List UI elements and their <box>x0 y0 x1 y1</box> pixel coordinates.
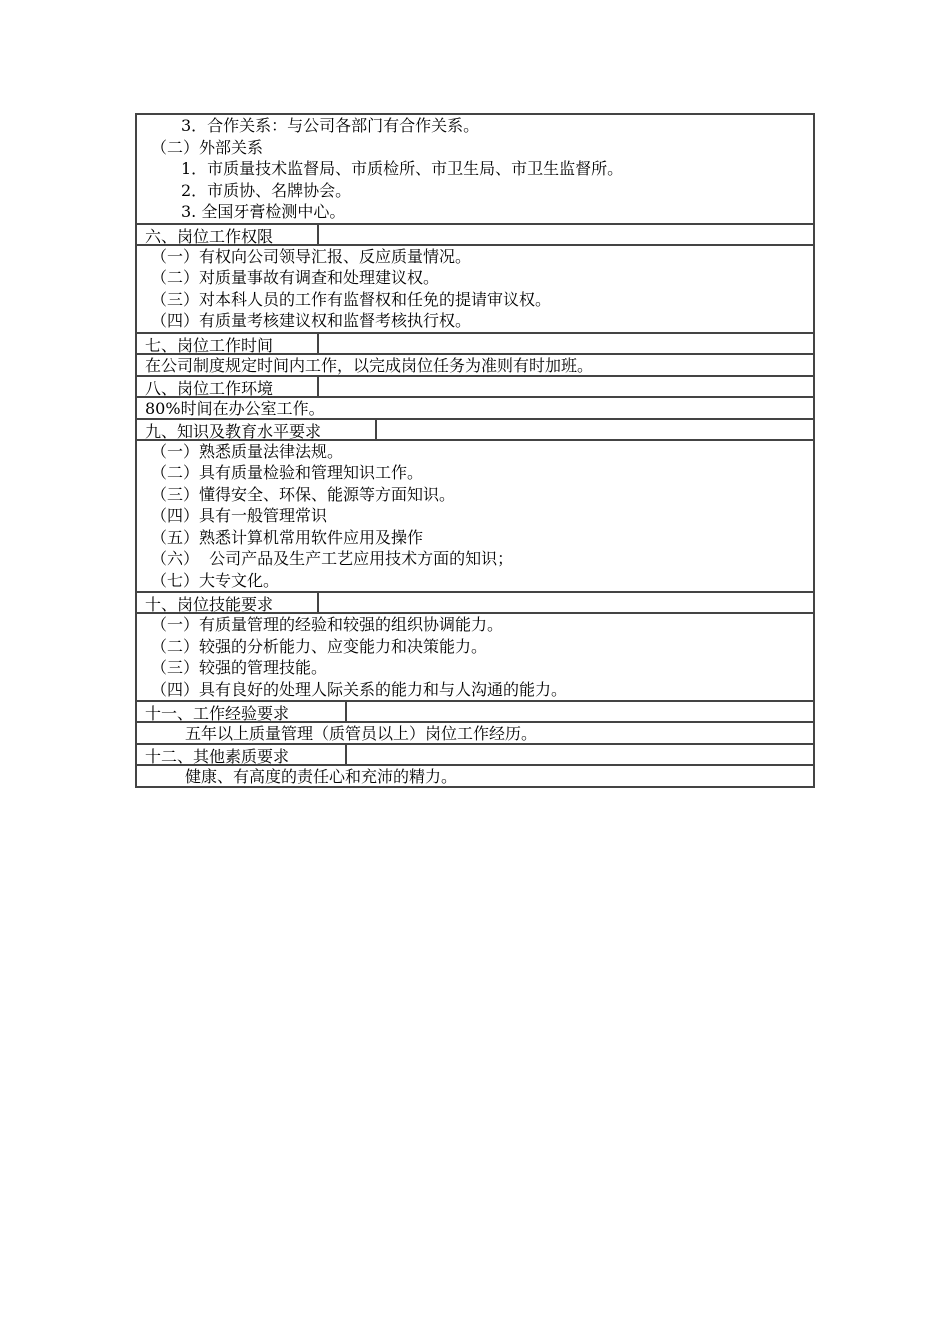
external-relation-item: 2．市质协、名牌协会。 <box>181 180 352 200</box>
external-relations-heading: （二）外部关系 <box>151 137 264 157</box>
section-12-header <box>135 743 815 766</box>
list-item: 80%时间在办公室工作。 <box>145 398 325 418</box>
section-9-body <box>135 439 815 594</box>
section-12-body <box>135 764 815 788</box>
list-item: （三）较强的管理技能。 <box>151 658 328 677</box>
section-10-header <box>135 591 815 614</box>
section-8-body <box>135 396 815 420</box>
section-10-title: 十、岗位技能要求 <box>137 593 319 612</box>
section-11-body <box>135 721 815 745</box>
external-relation-item: 1．市质量技术监督局、市质检所、市卫生局、市卫生监督所。 <box>181 159 624 178</box>
internal-cooperation-line: 3．合作关系：与公司各部门有合作关系。 <box>181 116 480 135</box>
section-9-title: 九、知识及教育水平要求 <box>137 420 377 439</box>
section-6-body <box>135 244 815 334</box>
list-item: （三）对本科人员的工作有监督权和任免的提请审议权。 <box>151 289 552 309</box>
list-item: （四）具有一般管理常识 <box>151 506 328 525</box>
section-11-header <box>135 700 815 723</box>
list-item: （一）熟悉质量法律法规。 <box>151 441 344 461</box>
section-7-body <box>135 353 815 377</box>
section-7-title: 七、岗位工作时间 <box>137 334 319 353</box>
list-item: （四）有质量考核建议权和监督考核执行权。 <box>151 311 472 330</box>
job-description-document <box>135 115 815 788</box>
list-item: （一）有质量管理的经验和较强的组织协调能力。 <box>151 615 504 634</box>
section-8-header <box>135 375 815 398</box>
list-item: （一）有权向公司领导汇报、反应质量情况。 <box>151 246 472 266</box>
relations-box <box>135 113 815 225</box>
section-9-header <box>135 418 815 441</box>
section-12-title: 十二、其他素质要求 <box>137 745 347 764</box>
section-6-title: 六、岗位工作权限 <box>137 225 319 244</box>
list-item: （三）懂得安全、环保、能源等方面知识。 <box>151 484 456 504</box>
list-item: （七）大专文化。 <box>151 570 280 590</box>
section-11-title: 十一、工作经验要求 <box>137 702 347 721</box>
section-6-header <box>135 223 815 246</box>
list-item: （二）具有质量检验和管理知识工作。 <box>151 463 424 482</box>
list-item: 五年以上质量管理（质管员以上）岗位工作经历。 <box>185 724 538 743</box>
section-8-title: 八、岗位工作环境 <box>137 377 319 396</box>
list-item: 在公司制度规定时间内工作，以完成岗位任务为准则有时加班。 <box>145 355 594 375</box>
list-item: （二）对质量事故有调查和处理建议权。 <box>151 268 440 287</box>
list-item: （四）具有良好的处理人际关系的能力和与人沟通的能力。 <box>151 679 568 699</box>
external-relation-item: 3. 全国牙膏检测中心。 <box>181 202 346 221</box>
list-item: （六） 公司产品及生产工艺应用技术方面的知识； <box>151 549 514 568</box>
section-10-body <box>135 612 815 702</box>
list-item: 健康、有高度的责任心和充沛的精力。 <box>185 767 458 786</box>
list-item: （五）熟悉计算机常用软件应用及操作 <box>151 527 424 547</box>
list-item: （二）较强的分析能力、应变能力和决策能力。 <box>151 636 488 656</box>
section-7-header <box>135 332 815 355</box>
